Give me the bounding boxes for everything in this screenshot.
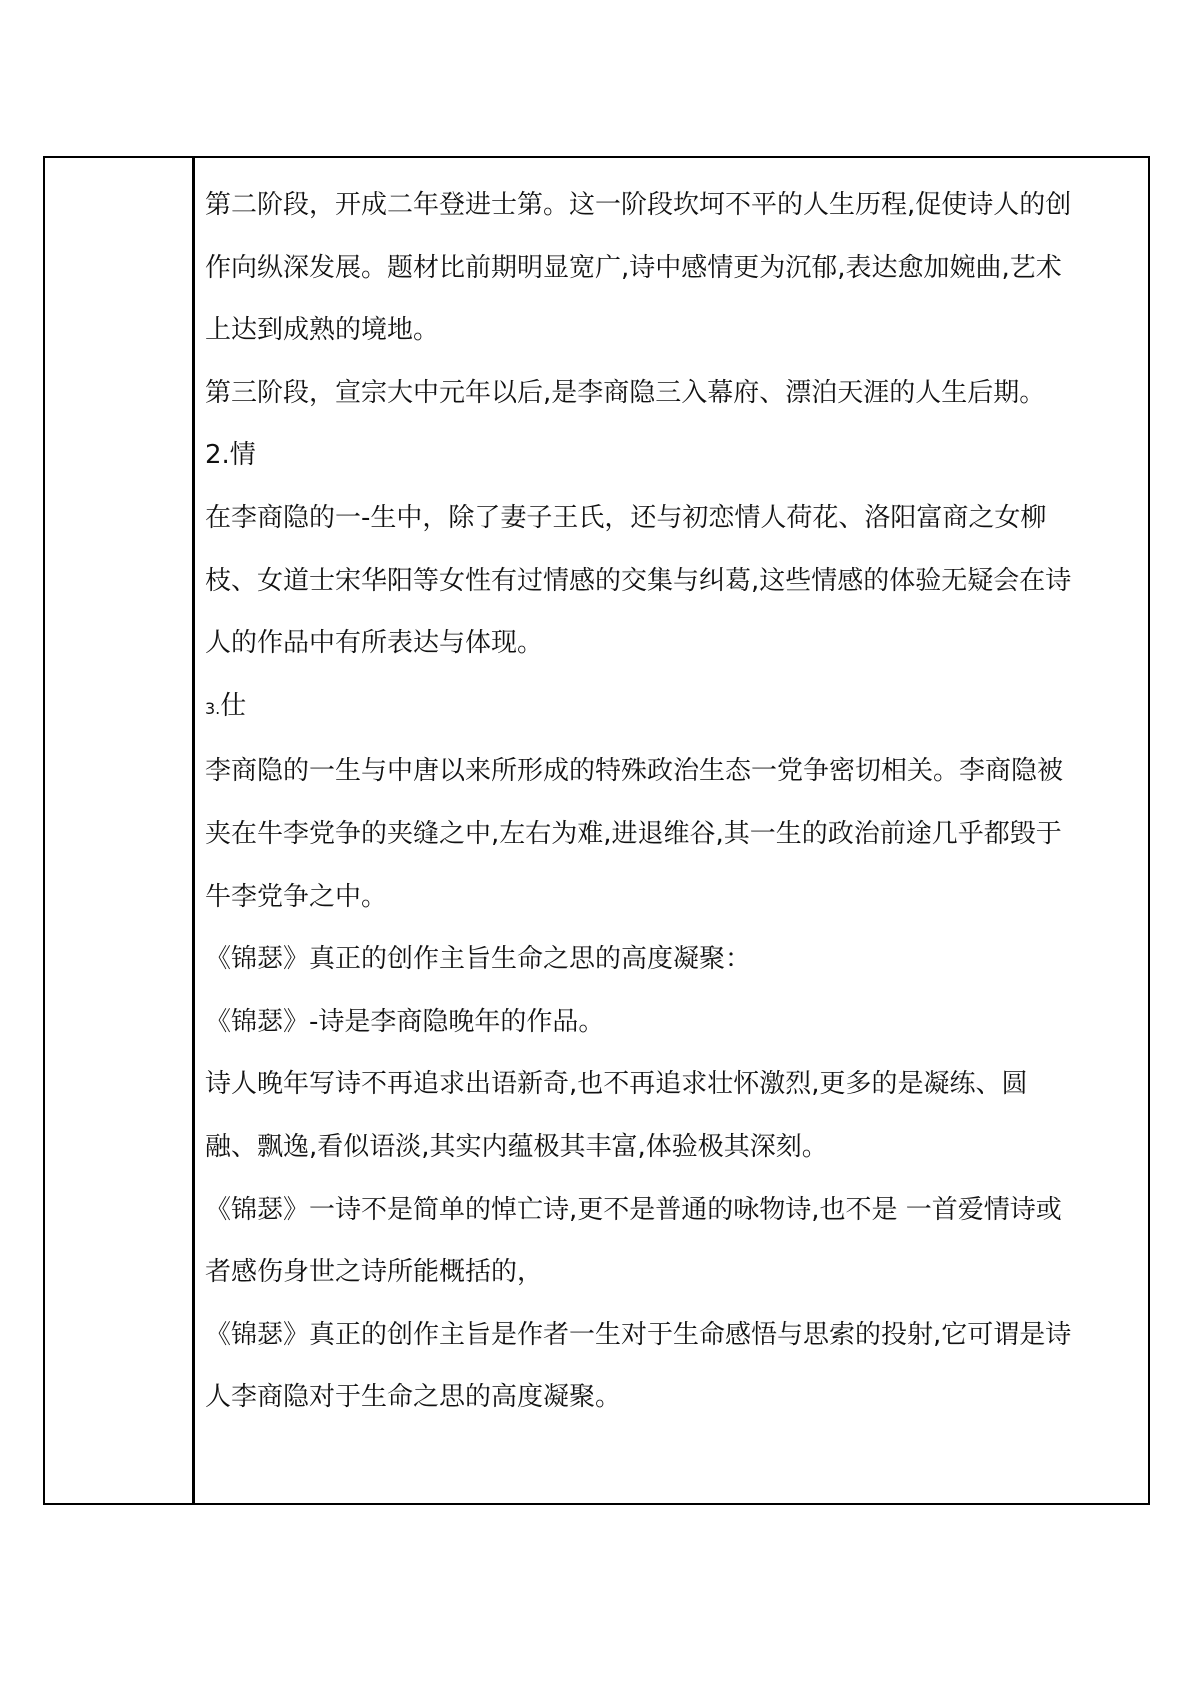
text-line: 诗人晚年写诗不再追求出语新奇,也不再追求壮怀激烈,更多的是凝练、圆 — [205, 1069, 1028, 1100]
table-content-cell — [195, 158, 1148, 1503]
text-line: 在李商隐的一-生中，除了妻子王氏，还与初恋情人荷花、洛阳富商之女柳 — [205, 502, 1047, 533]
text-line: 夹在牛李党争的夹缝之中,左右为难,进退维谷,其一生的政治前途几乎都毁于 — [205, 818, 1062, 849]
text-line: 《锦瑟》一诗不是简单的悼亡诗,更不是普通的咏物诗,也不是 一首爱情诗或 — [205, 1194, 1062, 1225]
section-heading: 2.情 — [205, 440, 256, 471]
text-line: 牛李党争之中。 — [205, 881, 388, 912]
text-line: 枝、女道士宋华阳等女性有过情感的交集与纠葛,这些情感的体验无疑会在诗 — [205, 565, 1072, 596]
section-title: 仕 — [220, 690, 247, 721]
text-line: 者感伤身世之诗所能概括的， — [205, 1257, 544, 1288]
text-line: 第三阶段，宣宗大中元年以后,是李商隐三入幕府、漂泊天涯的人生后期。 — [205, 377, 1046, 408]
table-left-cell — [45, 158, 195, 1503]
text-line: 作向纵深发展。题材比前期明显宽广,诗中感情更为沉郁,表达愈加婉曲,艺术 — [205, 252, 1062, 283]
text-line: 融、飘逸,看似语淡,其实内蕴极其丰富,体验极其深刻。 — [205, 1131, 828, 1162]
document-table — [43, 156, 1150, 1505]
text-line: 上达到成熟的境地。 — [205, 315, 440, 346]
text-line: 人的作品中有所表达与体现。 — [205, 628, 544, 659]
text-line: 《锦瑟》真正的创作主旨生命之思的高度凝聚： — [205, 944, 752, 975]
text-line: 第二阶段，开成二年登进士第。这一阶段坎坷不平的人生历程,促使诗人的创 — [205, 190, 1072, 220]
section-number: 3. — [205, 698, 221, 718]
text-line: 人李商隐对于生命之思的高度凝聚。 — [205, 1382, 622, 1413]
text-line: 李商隐的一生与中唐以来所形成的特殊政治生态一党争密切相关。李商隐被 — [205, 756, 1064, 787]
text-line: 《锦瑟》真正的创作主旨是作者一生对于生命感悟与思索的投射,它可谓是诗 — [205, 1319, 1072, 1350]
section-heading — [205, 675, 1138, 741]
text-line: 《锦瑟》-诗是李商隐晚年的作品。 — [205, 1006, 605, 1037]
